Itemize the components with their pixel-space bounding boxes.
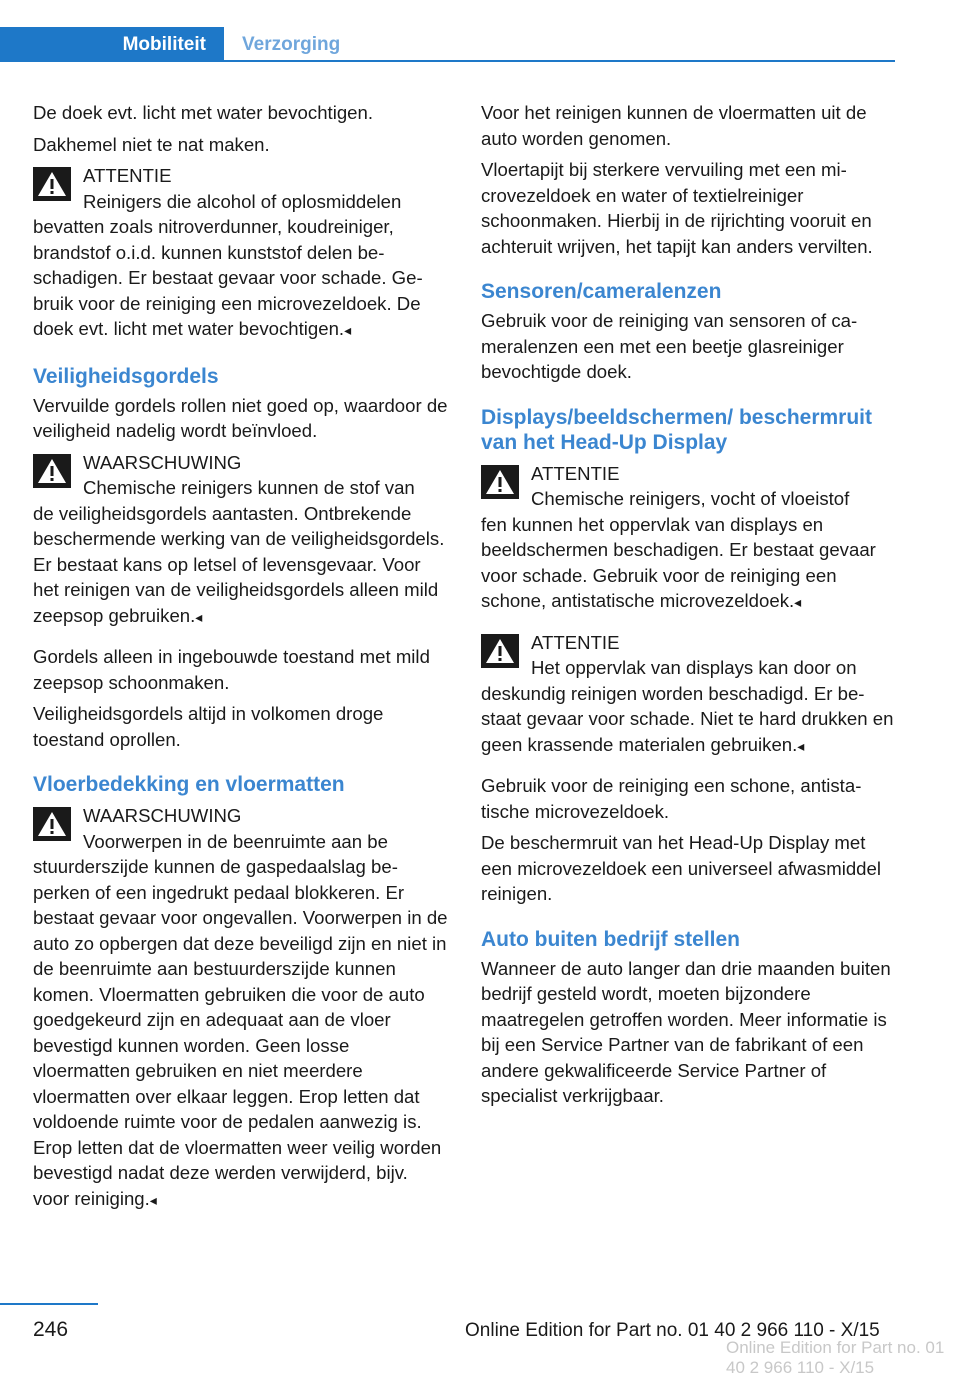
caution-notice [481,461,896,616]
notice-title: ATTENTIE [531,462,620,484]
warning-triangle-icon [33,454,71,488]
notice-title: ATTENTIE [531,631,620,653]
paragraph: Vloertapijt bij sterkere vervuiling met een microvezeldoek en water of textielreiniger schoonmaken. Hierbij in de rijrichting vooruit en achteruit wrijven, het tapijt kan anders vervilten. [481,159,873,257]
tab-mobiliteit[interactable]: Mobiliteit [0,27,224,62]
notice-text: de veiligheidsgordels aantasten. Ontbrekende beschermende werking van de veiligheidsgordels. Er bestaat kans op letsel of levensgevaar. Voor het reinigen van de veiligheidsgordels alleen mild zeepsop gebruiken. [33,502,445,626]
notice-text: stuurderszijde kunnen de gaspedaalslag beperken of een ingedrukt pedaal blokkeren. Er bestaat gevaar voor ongevallen. Voorwerpen in de auto zo opbergen dat deze beveiligd zijn en niet in de beenruimte aan bestuurderszijde kunnen komen. Vloermatten gebruiken die voor de auto goedgekeurd zijn en adequaat aan de vloer bevestigd kunnen worden. Geen losse vloermatten gebruiken en niet meerdere vloermatten over elkaar leggen. Erop letten dat voldoende ruimte voor de pedalen aanwezig is. Erop letten dat de vloermatten weer veilig worden bevestigd nadat deze werden verwijderd, bijv. voor reiniging. [33,856,448,1209]
end-mark: ◂ [149,1191,157,1208]
section-tabbar [0,27,895,60]
section-heading: Sensoren/cameralenzen [481,280,722,303]
warning-triangle-icon [33,167,71,201]
end-mark: ◂ [195,608,203,625]
caution-notice [481,630,896,760]
page-number: 246 [33,1318,69,1341]
notice-title: WAARSCHUWING [83,805,242,826]
notice-title: ATTENTIE [83,165,172,186]
caution-notice [33,163,448,344]
section-heading: Auto buiten bedrijf stellen [481,927,741,951]
section-heading: Displays/beeldschermen/ beschermruit van het Head-Up Display [481,405,872,454]
notice-text: Het oppervlak van displays kan door on [531,657,857,678]
paragraph: De beschermruit van het Head-Up Display met een microvezeldoek een universeel afwasmiddel reinigen. [481,832,881,904]
warning-notice [33,450,448,631]
tab-underline [224,60,895,62]
paragraph: Gebruik voor de reiniging een schone, antistatische microvezeldoek. [481,775,862,822]
end-mark: ◂ [344,322,352,338]
watermark-text: Online Edition for Part no. 01 40 2 966 110 - X/15 [726,1338,945,1377]
right-column [481,100,896,1115]
paragraph: Gebruik voor de reiniging van sensoren of cameralenzen een met een beetje glasreiniger bevochtigde doek. [481,310,858,382]
section-heading: Veiligheidsgordels [33,364,219,388]
paragraph: Voor het reinigen kunnen de vloermatten uit de auto worden genomen. [481,102,867,149]
warning-triangle-icon [481,634,519,668]
paragraph: Gordels alleen in ingebouwde toestand met mild zeepsop schoonmaken. [33,646,430,693]
end-mark: ◂ [794,594,802,610]
end-mark: ◂ [797,737,805,754]
paragraph: De doek evt. licht met water bevochtigen. [33,102,374,123]
edition-text: Online Edition for Part no. 01 40 2 966 110 - X/15 [465,1320,880,1341]
notice-text: fen kunnen het oppervlak van displays en beeldschermen beschadigen. Er bestaat gevaar voor schade. Gebruik voor de reiniging een schone, antistatische microvezeldoek. [481,513,876,611]
notice-text: Chemische reinigers kunnen de stof van [83,477,415,498]
paragraph: Dakhemel niet te nat maken. [33,133,270,155]
section-heading: Vloerbedekking en vloermatten [33,773,345,796]
warning-triangle-icon [481,465,519,499]
notice-text: Voorwerpen in de beenruimte aan be [83,830,388,852]
warning-notice [33,803,448,1213]
notice-text: Chemische reinigers, vocht of vloeistof [531,488,850,509]
notice-title: WAARSCHUWING [83,451,242,473]
paragraph: Wanneer de auto langer dan drie maanden buiten bedrijf gesteld wordt, moeten bijzondere maatregelen getroffen worden. Meer informatie is bij een Service Partner van de fabrikant of een andere gekwalificeerde Service Partner of specialist verkrijgbaar. [481,957,891,1106]
left-column [33,100,448,1227]
notice-text: deskundig reinigen worden beschadigd. Er bestaat gevaar voor schade. Niet te hard drukken en geen krassende materialen gebruiken. [481,682,894,755]
footer-rule [0,1303,98,1305]
notice-text: Reinigers die alcohol of oplosmiddelen [83,190,402,212]
warning-triangle-icon [33,807,71,841]
tab-verzorging[interactable]: Verzorging [242,33,341,55]
notice-text: bevatten zoals nitroverdunner, koudreiniger, brandstof o.i.d. kunnen kunststof delen beschadigen. Er bestaat gevaar voor schade. Gebruik voor de reiniging een microvezeldoek. De doek evt. licht met water bevochtigen. [33,216,423,339]
paragraph: Veiligheidsgordels altijd in volkomen droge toestand oprollen. [33,703,384,750]
paragraph: Vervuilde gordels rollen niet goed op, waardoor de veiligheid nadelig wordt beïnvloed. [33,394,448,441]
